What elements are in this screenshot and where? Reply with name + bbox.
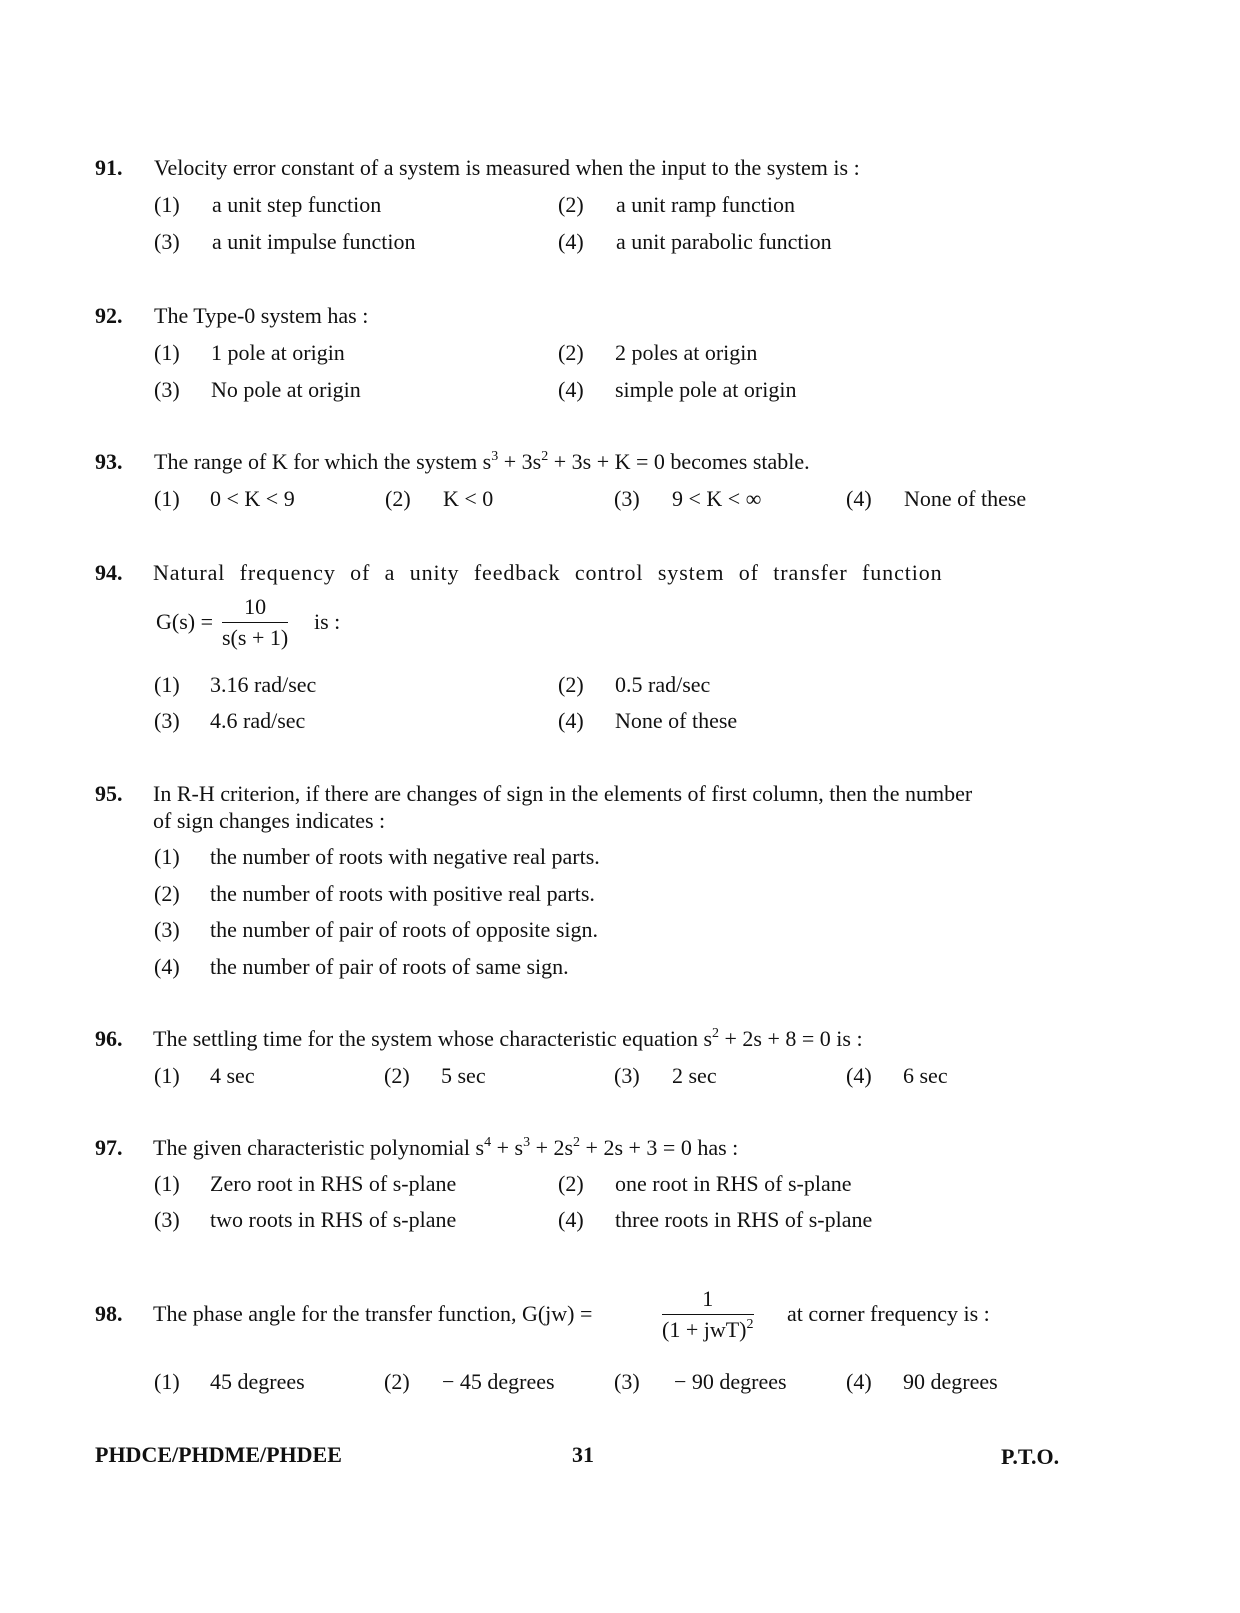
option-text: 9 < K < ∞ (672, 486, 762, 511)
option-label: (1) (154, 486, 180, 511)
option-text: the number of roots with negative real parts. (210, 844, 600, 869)
option-text: − 45 degrees (442, 1369, 555, 1394)
question-number: 92. (95, 303, 123, 328)
option-label: (1) (154, 672, 180, 697)
question-number: 97. (95, 1135, 123, 1160)
option-label: (2) (385, 486, 411, 511)
option-text: the number of roots with positive real parts. (210, 881, 595, 906)
option-text: a unit ramp function (616, 192, 796, 217)
option-label: (3) (154, 1207, 180, 1232)
question-number: 98. (95, 1301, 123, 1326)
formula-lhs: G(s) = (156, 609, 214, 634)
option-label: (4) (558, 708, 584, 733)
fraction-denominator: (1 + jwT)$^2$ (662, 1317, 754, 1342)
option-text: 2 sec (672, 1063, 717, 1088)
fraction (662, 1286, 754, 1343)
question-number: 96. (95, 1026, 123, 1051)
option-label: (3) (614, 486, 640, 511)
option-text: 0 < K < 9 (210, 486, 295, 511)
option-label: (2) (154, 881, 180, 906)
option-label: (2) (558, 192, 584, 217)
option-label: (3) (154, 917, 180, 942)
option-label: (3) (154, 229, 180, 254)
question-number: 95. (95, 781, 123, 806)
option-label: (4) (154, 954, 180, 979)
option-text: two roots in RHS of s-plane (210, 1207, 457, 1232)
option-text: None of these (615, 708, 738, 733)
option-label: (1) (154, 844, 180, 869)
option-label: (1) (154, 1369, 180, 1394)
question-text: Velocity error constant of a system is measured when the input to the system is : (154, 155, 860, 180)
option-label: (3) (614, 1063, 640, 1088)
question-text-line-2: of sign changes indicates : (153, 808, 386, 833)
option-label: (1) (154, 1063, 180, 1088)
option-label: (3) (614, 1369, 640, 1394)
option-label: (1) (154, 192, 180, 217)
option-text: simple pole at origin (615, 377, 797, 402)
option-text: 2 poles at origin (615, 340, 758, 365)
option-text: 4.6 rad/sec (210, 708, 306, 733)
option-text: a unit step function (212, 192, 382, 217)
option-label: (2) (384, 1063, 410, 1088)
question-text: The given characteristic polynomial $s^4 + s^3 + 2s^2 + 2s + 3 = 0$ has : (153, 1135, 739, 1160)
pto-label: P.T.O. (1001, 1444, 1060, 1469)
option-text: 3.16 rad/sec (210, 672, 317, 697)
option-label: (4) (558, 229, 584, 254)
page-number: 31 (572, 1442, 594, 1467)
question-text: The Type-0 system has : (154, 303, 369, 328)
formula-tail: at corner frequency is : (787, 1301, 990, 1326)
option-text: 6 sec (903, 1063, 948, 1088)
question-number: 91. (95, 155, 123, 180)
option-label: (4) (846, 486, 872, 511)
option-label: (1) (154, 340, 180, 365)
question-text-line-1: In R-H criterion, if there are changes of sign in the elements of first column, then the number (153, 781, 973, 806)
option-label: (4) (558, 377, 584, 402)
exam-code: PHDCE/PHDME/PHDEE (95, 1442, 342, 1467)
option-text: 90 degrees (903, 1369, 998, 1394)
question-number: 94. (95, 560, 123, 585)
option-label: (2) (558, 1171, 584, 1196)
option-label: (2) (558, 672, 584, 697)
option-text: a unit parabolic function (616, 229, 832, 254)
option-label: (4) (846, 1063, 872, 1088)
option-label: (2) (384, 1369, 410, 1394)
option-text: − 90 degrees (674, 1369, 787, 1394)
option-text: 45 degrees (210, 1369, 305, 1394)
question-number: 93. (95, 449, 123, 474)
fraction-numerator: 1 (662, 1286, 754, 1315)
question-text: The range of K for which the system $s^3 + 3s^2 + 3s + K = 0$ becomes stable. (154, 449, 810, 474)
option-label: (3) (154, 708, 180, 733)
option-text: the number of pair of roots of same sign. (210, 954, 569, 979)
option-label: (2) (558, 340, 584, 365)
option-text: None of these (904, 486, 1027, 511)
option-text: one root in RHS of s-plane (615, 1171, 852, 1196)
question-text: The phase angle for the transfer function, G(jw) = (153, 1301, 593, 1326)
option-label: (4) (558, 1207, 584, 1232)
option-text: Zero root in RHS of s-plane (210, 1171, 457, 1196)
question-text: Natural frequency of a unity feedback control system of transfer function (153, 560, 943, 585)
question-text: The settling time for the system whose characteristic equation $s^2 + 2s + 8 = 0$ is : (153, 1026, 863, 1051)
option-text: three roots in RHS of s-plane (615, 1207, 873, 1232)
option-text: 1 pole at origin (211, 340, 345, 365)
option-label: (1) (154, 1171, 180, 1196)
option-text: No pole at origin (211, 377, 361, 402)
option-label: (3) (154, 377, 180, 402)
option-text: the number of pair of roots of opposite sign. (210, 917, 598, 942)
fraction-numerator: 10 (222, 594, 288, 623)
formula-tail: is : (314, 609, 341, 634)
option-label: (4) (846, 1369, 872, 1394)
option-text: a unit impulse function (212, 229, 416, 254)
fraction (222, 594, 288, 651)
fraction-denominator: s(s + 1) (222, 625, 289, 650)
option-text: K < 0 (443, 486, 494, 511)
option-text: 0.5 rad/sec (615, 672, 711, 697)
option-text: 5 sec (441, 1063, 486, 1088)
option-text: 4 sec (210, 1063, 255, 1088)
